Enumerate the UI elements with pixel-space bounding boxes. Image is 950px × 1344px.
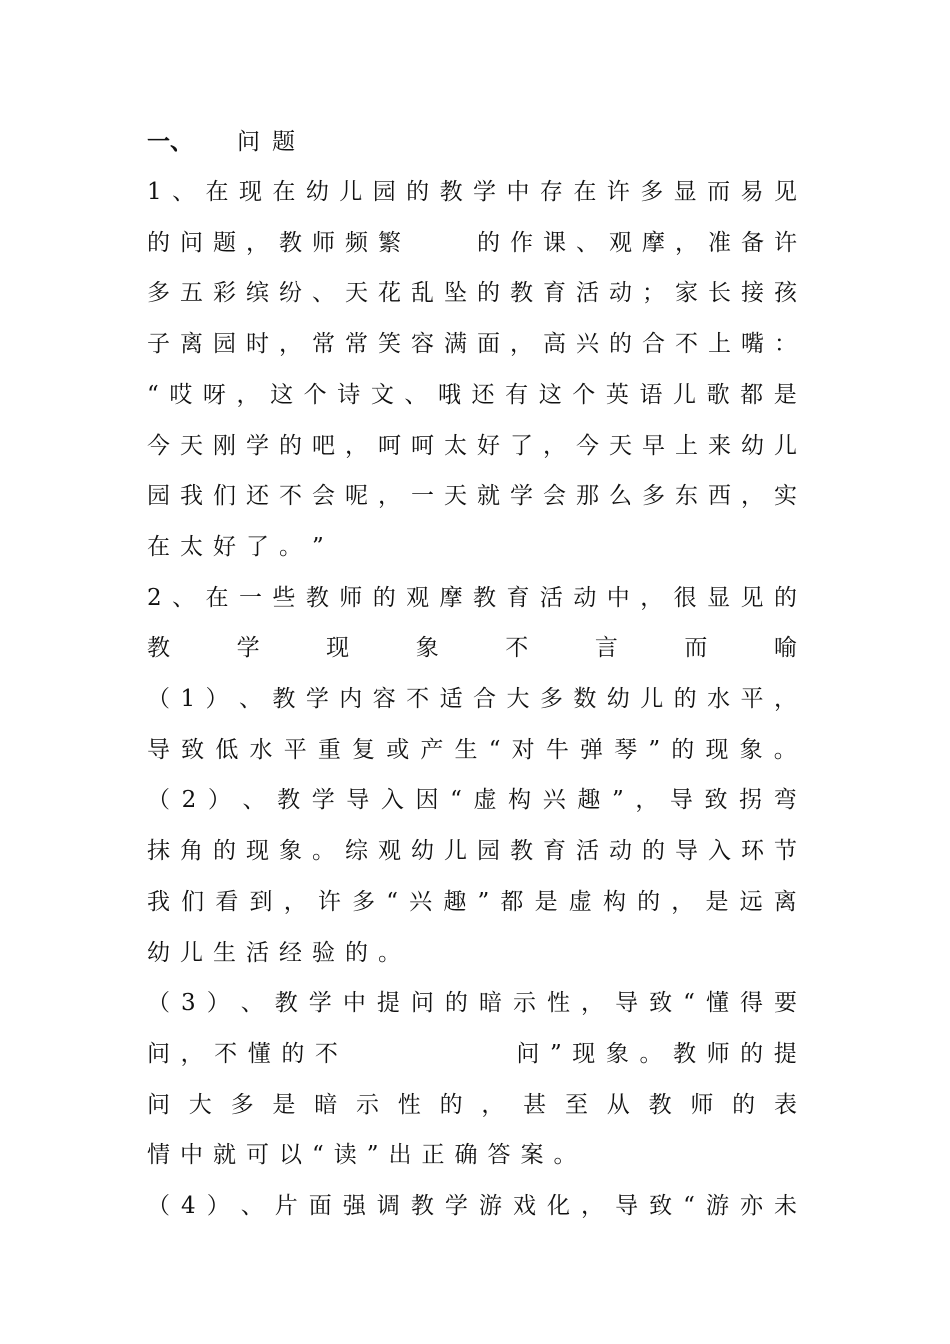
- text-line: 2 、 在 一 些 教 师 的 观 摩 教 育 活 动 中 ， 很 显 见 的: [147, 584, 797, 611]
- text-line: 导 致 低 水 平 重 复 或 产 生 “ 对 牛 弹 琴 ” 的 现 象 。: [147, 736, 797, 763]
- text-line: 今 天 刚 学 的 吧 ， 呵 呵 太 好 了 ， 今 天 早 上 来 幼 儿: [147, 432, 797, 459]
- text-line: （ 1 ） 、 教 学 内 容 不 适 合 大 多 数 幼 儿 的 水 平 ，: [147, 686, 797, 712]
- text-line: 的 问 题 ， 教 师 频 繁 的 作 课 、 观 摩 ， 准 备 许: [147, 229, 797, 256]
- text-line: （ 3 ） 、 教 学 中 提 问 的 暗 示 性 ， 导 致 “ 懂 得 要: [147, 990, 797, 1017]
- section-heading: [147, 122, 307, 162]
- section-title: 问题: [237, 129, 307, 155]
- text-line: 情 中 就 可 以 “ 读 ” 出 正 确 答 案 。: [147, 1142, 577, 1169]
- text-line: 1 、 在 现 在 幼 儿 园 的 教 学 中 存 在 许 多 显 而 易 见: [147, 179, 797, 205]
- section-number: 一、: [147, 128, 193, 155]
- text-line: “ 哎 呀 ， 这 个 诗 文 、 哦 还 有 这 个 英 语 儿 歌 都 是: [147, 381, 797, 408]
- text-line: 问 ， 不 懂 的 不 问 ” 现 象 。 教 师 的 提: [147, 1040, 797, 1067]
- text-line: （ 4 ） 、 片 面 强 调 教 学 游 戏 化 ， 导 致 “ 游 亦 未: [147, 1193, 797, 1219]
- text-line: 园 我 们 还 不 会 呢 ， 一 天 就 学 会 那 么 多 东 西 ， 实: [147, 483, 797, 510]
- text-line: 多 五 彩 缤 纷 、 天 花 乱 坠 的 教 育 活 动 ； 家 长 接 孩: [147, 280, 797, 307]
- text-line: 问 大 多 是 暗 示 性 的 ， 甚 至 从 教 师 的 表: [147, 1091, 797, 1118]
- text-line: 我 们 看 到 ， 许 多 “ 兴 趣 ” 都 是 虚 构 的 ， 是 远 离: [147, 888, 797, 915]
- text-line: 幼 儿 生 活 经 验 的 。: [147, 939, 401, 966]
- text-line: 抹 角 的 现 象 。 综 观 幼 儿 园 教 育 活 动 的 导 入 环 节: [147, 838, 797, 865]
- text-line: 子 离 园 时 ， 常 常 笑 容 满 面 ， 高 兴 的 合 不 上 嘴 ：: [147, 331, 797, 358]
- text-line: 在 太 好 了 。 ”: [147, 533, 324, 560]
- text-line: 教 学 现 象 不 言 而 喻: [147, 635, 797, 662]
- text-line: （ 2 ） 、 教 学 导 入 因 “ 虚 构 兴 趣 ” ， 导 致 拐 弯: [147, 787, 797, 814]
